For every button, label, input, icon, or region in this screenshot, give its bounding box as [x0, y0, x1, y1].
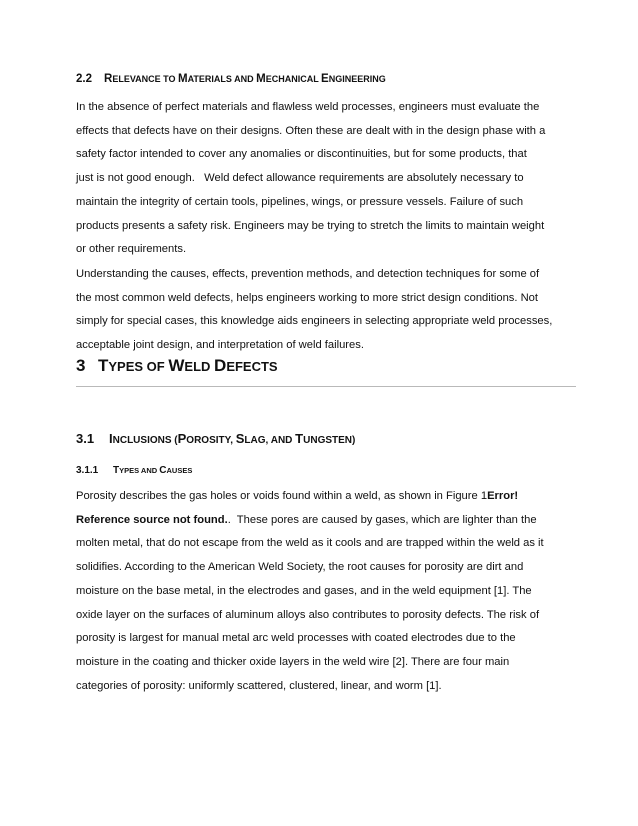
section-title: TYPES AND CAUSES [113, 465, 193, 476]
heading-divider [76, 386, 576, 387]
text-line: porosity is largest for manual metal arc weld processes with coated electrodes due to the [76, 632, 516, 645]
text-line: safety factor intended to cover any anomalies or discontinuities, but for some products, that [76, 148, 527, 161]
section-3-heading [76, 356, 576, 376]
section-2-2-heading [76, 73, 576, 85]
section-number: 3.1.1 [76, 465, 99, 476]
section-number: 3 [76, 356, 86, 375]
text-line: products presents a safety risk. Engineers may be trying to stretch the limits to maintain weight [76, 219, 545, 232]
text-line: Reference source not found.. These pores are caused by gases, which are lighter than the [76, 513, 537, 526]
section-title: TYPES OF WELD DEFECTS [98, 356, 278, 375]
text-line: Understanding the causes, effects, prevention methods, and detection techniques for some of [76, 268, 540, 280]
text-line: oxide layer on the surfaces of aluminum alloys also contributes to porosity defects. The risk of [76, 608, 540, 621]
paragraph-understanding [76, 263, 576, 358]
text-line: acceptable joint design, and interpretation of weld failures. [76, 339, 364, 352]
section-number: 3.1 [76, 431, 95, 446]
section-3-1-heading [76, 431, 576, 446]
text-line: In the absence of perfect materials and flawless weld processes, engineers must evaluate the [76, 101, 540, 113]
section-3-1-1-heading [76, 465, 576, 476]
text-line: simply for special cases, this knowledge aids engineers in selecting appropriate weld processes, [76, 315, 553, 328]
paragraph-relevance [76, 96, 576, 262]
text-line: just is not good enough. Weld defect allowance requirements are absolutely necessary to [76, 172, 524, 185]
reference-error: Error! [487, 490, 519, 502]
text-line: solidifies. According to the American Weld Society, the root causes for porosity are dirt and [76, 561, 524, 574]
paragraph-porosity [76, 485, 576, 698]
text-line: the most common weld defects, helps engineers working to more strict design conditions. Not [76, 291, 539, 304]
section-number: 2.2 [76, 73, 92, 85]
text-line: effects that defects have on their designs. Often these are dealt with in the design phase with a [76, 124, 546, 137]
text-line: moisture in the coating and thicker oxide layers in the weld wire [2]. There are four main [76, 655, 510, 668]
text-line: molten metal, that do not escape from the weld as it cools and are trapped within the weld as it [76, 537, 544, 550]
text-line: categories of porosity: uniformly scattered, clustered, linear, and worm [1]. [76, 679, 442, 692]
text-line: maintain the integrity of certain tools, pipelines, wings, or pressure vessels. Failure of such [76, 195, 524, 208]
text-line: or other requirements. [76, 243, 187, 256]
text-line: moisture on the base metal, in the electrodes and gases, and in the weld equipment [1]. The [76, 584, 532, 597]
section-title: INCLUSIONS (POROSITY, SLAG, AND TUNGSTEN) [109, 431, 356, 446]
section-title: RELEVANCE TO MATERIALS AND MECHANICAL ENGINEERING [104, 73, 386, 85]
reference-error: Reference source not found. [76, 513, 228, 526]
text-line: Porosity describes the gas holes or voids found within a weld, as shown in Figure 1Error! [76, 490, 519, 502]
